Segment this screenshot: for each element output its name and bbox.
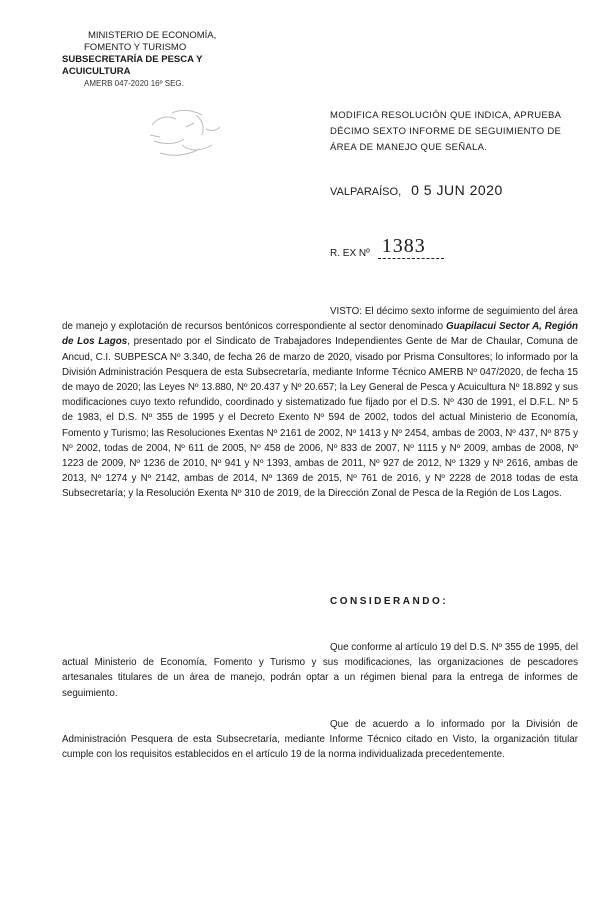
rex-label: R. EX Nº xyxy=(330,248,370,259)
considerando-heading: CONSIDERANDO: xyxy=(330,596,449,607)
date-stamp: 0 5 JUN 2020 xyxy=(411,182,503,198)
date-line xyxy=(330,182,503,198)
letterhead xyxy=(62,30,262,90)
faded-seal-stamp xyxy=(142,95,234,167)
considerando-paragraph-2 xyxy=(62,717,578,763)
visto-lead: VISTO: xyxy=(330,306,362,317)
sector-name: Guapilacui Sector A, Región de Los Lagos xyxy=(62,321,578,348)
date-place: VALPARAÍSO, xyxy=(330,186,402,198)
considerando-text-1: Que conforme al artículo 19 del D.S. Nº 355 de 1995, del actual Ministerio de Economía, Fomento y Turismo y sus modificaciones, las organizaciones de pescadores artesanales titulares de un área de manejo, podrán optar a un régimen bienal para la entrega de informes de seguimiento. xyxy=(62,642,578,699)
visto-text: El décimo sexto informe de seguimiento del área de manejo y explotación de recursos bentónicos correspondiente al sector denominado xyxy=(62,306,578,333)
visto-paragraph xyxy=(62,304,578,502)
rex-number: 1383 xyxy=(378,235,444,259)
ministry-line: MINISTERIO DE ECONOMÍA, xyxy=(88,30,217,41)
reference-code: AMERB 047-2020 16º SEG. xyxy=(84,79,184,88)
considerando-text-2: Que de acuerdo a lo informado por la División de Administración Pesquera de esta Subsecretaría, mediante Informe Técnico citado en Visto, la organización titular cumple con los requisitos establecidos en el artículo 19 de la norma individualizada precedentemente. xyxy=(62,719,578,761)
visto-text-continued: , presentado por el Sindicato de Trabajadores Independientes Gente de Mar de Chaular, Comuna de Ancud, C.I. SUBPESCA Nº 3.340, de fecha 26 de marzo de 2020, visado por Prisma Consultores; lo informado por la División Administración Pesquera de esta Subsecretaría, mediante Informe Técnico AMERB Nº 047/2020, de fecha 15 de mayo de 2020; las Leyes Nº 13.880, Nº 20.437 y Nº 20.657; la Ley General de Pesca y Acuicultura Nº 18.892 y sus modificaciones cuyo texto refundido, coordinado y sistematizado fue fijado por el D.S. Nº 430 de 1991, el D.F.L. Nº 5 de 1983, el D.S. Nº 355 de 1995 y el Decreto Exento Nº 594 de 2002, todos del actual Ministerio de Economía, Fomento y Turismo; las Resoluciones Exentas Nº 2161 de 2002, Nº 1413 y Nº 2454, ambas de 2003, Nº 437, Nº 875 y Nº 2002, todas de 2004, Nº 611 de 2005, Nº 458 de 2006, Nº 833 de 2007, Nº 1115 y Nº 2009, ambas de 2008, Nº 1223 de 2009, Nº 1236 de 2010, Nº 941 y Nº 1393, ambas de 2011, Nº 927 de 2012, Nº 1329 y Nº 2616, ambas de 2013, Nº 1274 y Nº 2142, ambas de 2014, Nº 1369 de 2015, Nº 761 de 2016, y Nº 2228 de 2018 todas de esta Subsecretaría; y la Resolución Exenta Nº 310 de 2019, de la Dirección Zonal de Pesca de la Región de Los Lagos. xyxy=(62,336,578,500)
ministry-line-2: FOMENTO Y TURISMO xyxy=(84,42,187,53)
resolution-subject: MODIFICA RESOLUCIÓN QUE INDICA, APRUEBA DÉCIMO SEXTO INFORME DE SEGUIMIENTO DE ÁREA DE MANEJO QUE SEÑALA. xyxy=(330,110,562,153)
considerando-paragraph-1 xyxy=(62,640,578,701)
resolution-number-line xyxy=(330,235,444,259)
subsecretaria-line: SUBSECRETARÍA DE PESCA Y ACUICULTURA xyxy=(62,54,203,77)
